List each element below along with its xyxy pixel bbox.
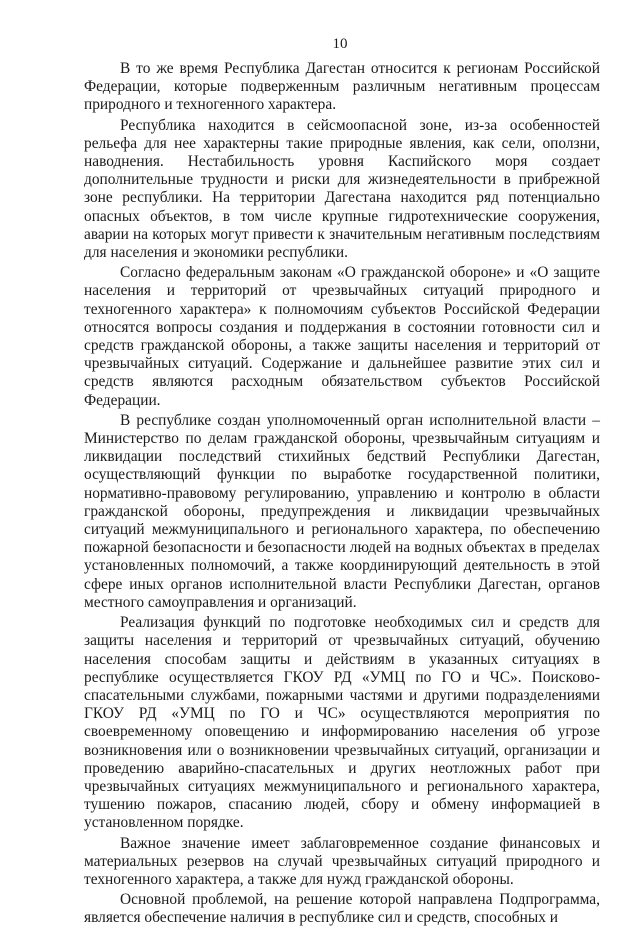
paragraph-reserves: Важное значение имеет заблаговременное создание финансовых и материальных резервов на случай чрезвычайных ситуаций природного и техногенного характера, а также для нужд гражданской обороны.	[84, 834, 600, 888]
page-number: 10	[332, 36, 348, 52]
paragraph-seismic-zone: Республика находится в сейсмоопасной зоне, из-за особенностей рельефа для нее характерны такие природные явления, как сели, оползни, наводнения. Нестабильность уровня Каспийского моря создает дополнительные трудности и риски для жизнедеятельности в прибрежной зоне республики. На территории Дагестана находится ряд потенциально опасных объектов, в том числе крупные гидротехнические сооружения, аварии на которых могут привести к значительным негативным последствиям для населения и экономики республики.	[84, 116, 600, 262]
paragraph-main-problem: Основной проблемой, на решение которой направлена Подпрограмма, является обеспечение наличия в республике сил и средств, способных и	[84, 891, 600, 927]
paragraph-ministry: В республике создан уполномоченный орган исполнительной власти – Министерство по делам гражданской обороны, чрезвычайным ситуациям и ликвидации последствий стихийных бедствий Республики Дагестан, осуществляющий функции по выработке государственной политики, нормативно-правовому регулированию, управлению и контролю в области гражданской обороны, предупреждения и ликвидации чрезвычайных ситуаций межмуниципального и регионального характера, по обеспечению пожарной безопасности и безопасности людей на водных объектах в пределах установленных полномочий, а также координирующий деятельность в этой сфере иных органов исполнительной власти Республики Дагестан, органов местного самоуправления и организаций.	[84, 411, 600, 611]
document-body	[84, 60, 600, 930]
paragraph-regions: В то же время Республика Дагестан относится к регионам Российской Федерации, которые подверженным различным негативным процессам природного и техногенного характера.	[84, 60, 600, 114]
paragraph-training-center: Реализация функций по подготовке необходимых сил и средств для защиты населения и территорий от чрезвычайных ситуаций, обучению населения способам защиты и действиям в указанных ситуациях в республике осуществляется ГКОУ РД «УМЦ по ГО и ЧС». Поисково-спасательными службами, пожарными частями и другими подразделениями ГКОУ РД «УМЦ по ГО и ЧС» осуществляются мероприятия по своевременному оповещению и информированию населения об угрозе возникновения или о возникновении чрезвычайных ситуаций, организации и проведению аварийно-спасательных и других неотложных работ при чрезвычайных ситуациях межмуниципального и регионального характера, тушению пожаров, спасанию людей, сбору и обмену информацией в установленном порядке.	[84, 614, 600, 832]
paragraph-federal-laws: Согласно федеральным законам «О гражданской обороне» и «О защите населения и территорий от чрезвычайных ситуаций природного и техногенного характера» к полномочиям субъектов Российской Федерации относятся вопросы создания и поддержания в состоянии готовности сил и средств гражданской обороны, а также защиты населения и территорий от чрезвычайных ситуаций. Содержание и дальнейшее развитие этих сил и средств являются расходным обязательством субъектов Российской Федерации.	[84, 264, 600, 409]
